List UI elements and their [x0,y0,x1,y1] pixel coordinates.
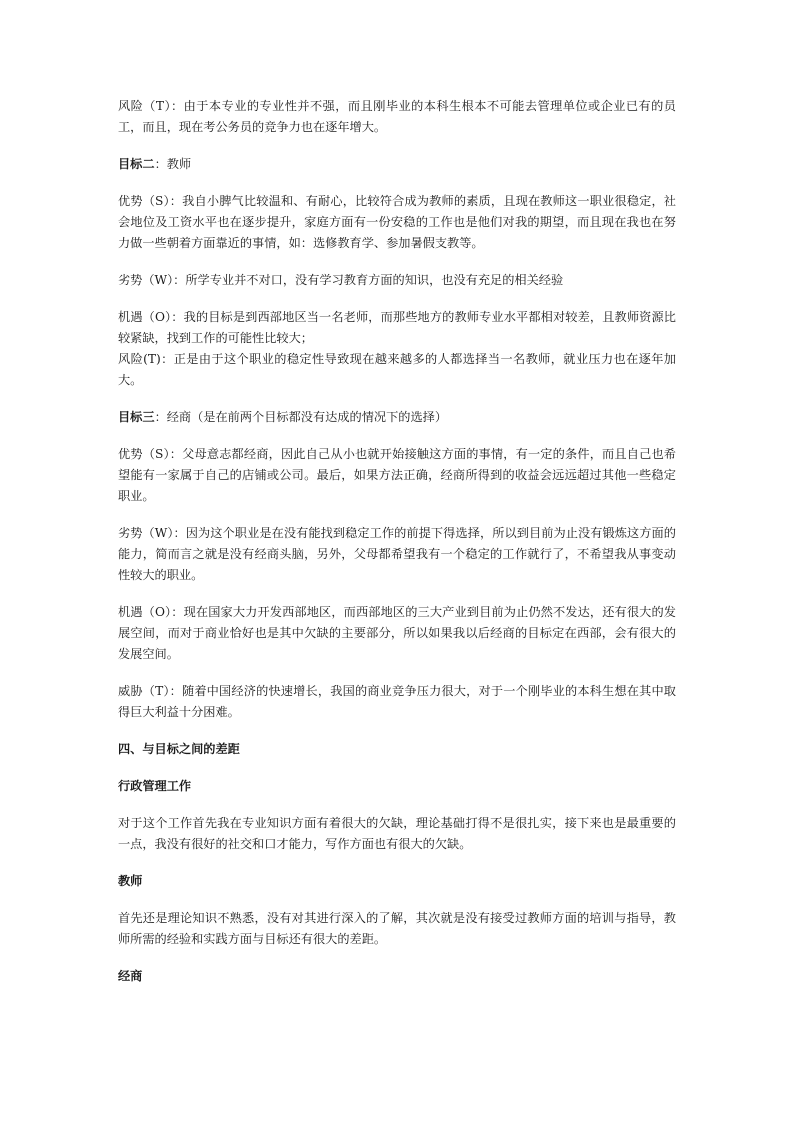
goal-two-label: 目标二 [118,157,155,171]
goal-two-opportunity: 机遇（O）：我的目标是到西部地区当一名老师，而那些地方的教师专业水平都相对较差，且教师资源比较紧缺，找到工作的可能性比较大； [118,310,676,345]
document-page [118,96,676,987]
teacher-paragraph: 首先还是理论知识不熟悉，没有对其进行深入的了解，其次就是没有接受过教师方面的培训与指导，教师所需的经验和实践方面与目标还有很大的差距。 [118,911,676,946]
admin-work-heading: 行政管理工作 [118,779,192,793]
goal-three-heading [118,407,676,428]
teacher-heading: 教师 [118,874,143,888]
goal-three-opportunity: 机遇（O）：现在国家大力开发西部地区，而西部地区的三大产业到目前为止仍然不发达，还有很大的发展空间，而对于商业恰好也是其中欠缺的主要部分，所以如果我以后经商的目标定在西部，会有很大的发展空间。 [118,605,676,661]
section-four-title: 四、与目标之间的差距 [118,742,240,756]
business-heading: 经商 [118,969,143,983]
goal-two-rest: ：教师 [154,157,192,171]
goal-two-threat: 风险(T)：正是由于这个职业的稳定性导致现在越来越多的人都选择当一名教师，就业压力也在逐年加大。 [118,352,676,387]
goal-two-heading [118,154,676,175]
admin-work-paragraph: 对于这个工作首先我在专业知识方面有着很大的欠缺，理论基础打得不是很扎实，接下来也是最重要的一点，我没有很好的社交和口才能力，写作方面也有很大的欠缺。 [118,816,676,851]
goal-three-threat: 威胁（T）：随着中国经济的快速增长，我国的商业竞争压力很大，对于一个刚毕业的本科生想在其中取得巨大利益十分困难。 [118,684,676,719]
goal-three-weakness: 劣势（W）：因为这个职业是在没有能找到稳定工作的前提下得选择，所以到目前为止没有锻炼这方面的能力，简而言之就是没有经商头脑，另外，父母都希望我有一个稳定的工作就行了，不希望我从事变动性较大的职业。 [118,526,676,582]
goal-three-rest: ：经商（是在前两个目标都没有达成的情况下的选择） [154,410,448,424]
goal-two-weakness: 劣势（W）：所学专业并不对口，没有学习教育方面的知识，也没有充足的相关经验 [118,273,564,287]
risk-paragraph: 风险（T）：由于本专业的专业性并不强，而且刚毕业的本科生根本不可能去管理单位或企业已有的员工，而且，现在考公务员的竞争力也在逐年增大。 [118,99,676,134]
goal-three-label: 目标三 [118,410,155,424]
goal-three-strength: 优势（S）：父母意志都经商，因此自己从小也就开始接触这方面的事情，有一定的条件，而且自己也希望能有一家属于自己的店铺或公司。最后，如果方法正确，经商所得到的收益会远远超过其他一些稳定职业。 [118,447,676,503]
goal-two-strength: 优势（S）：我自小脾气比较温和、有耐心，比较符合成为教师的素质，且现在教师这一职业很稳定，社会地位及工资水平也在逐步提升，家庭方面有一份安稳的工作也是他们对我的期望，而且现在我也在努力做一些朝着方面靠近的事情，如：选修教育学、参加暑假支教等。 [118,194,676,250]
